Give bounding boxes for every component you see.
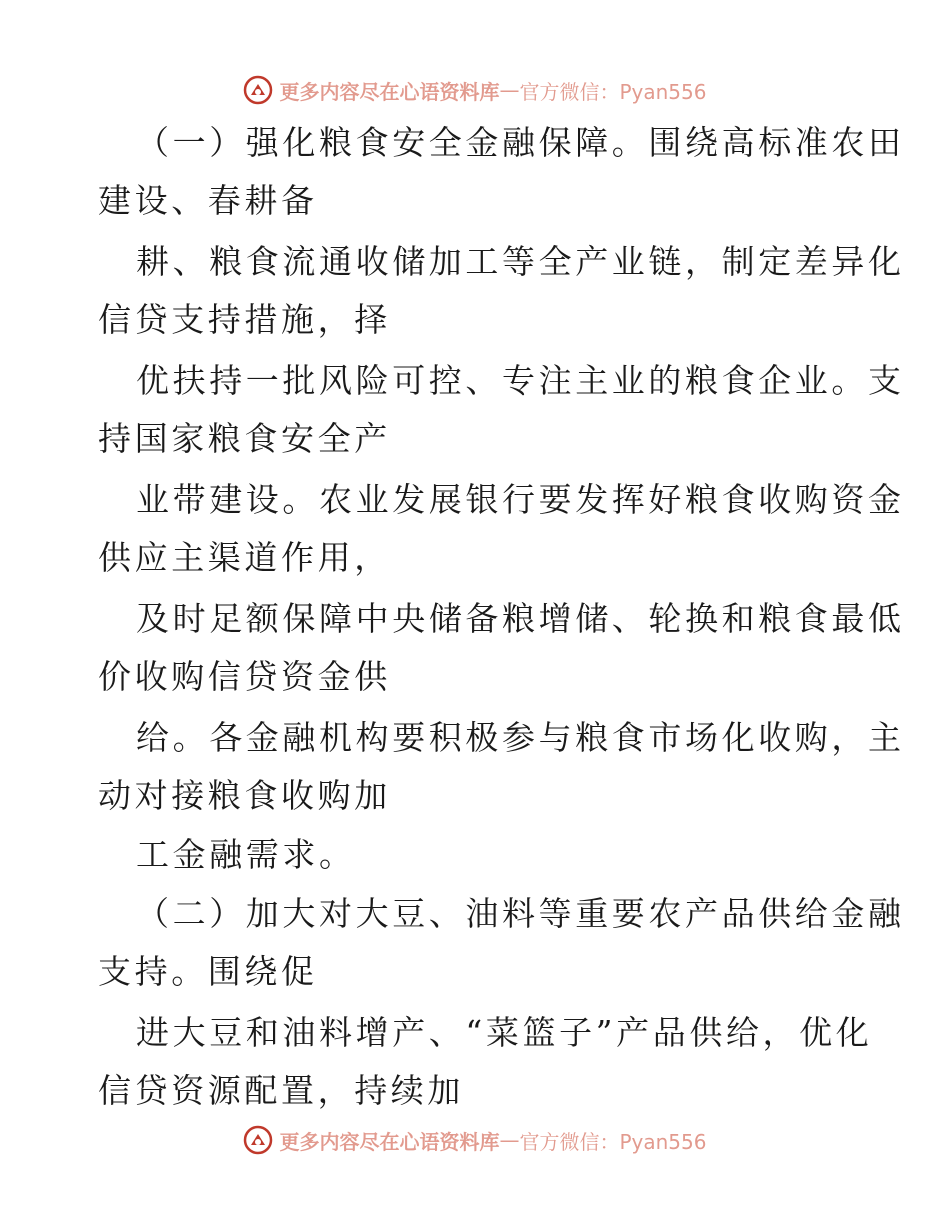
text-line: 工金融需求。 bbox=[136, 835, 356, 874]
watermark-contact: 官方微信：Pyan556 bbox=[519, 1129, 707, 1154]
text-line: 给。各金融机构要积极参与粮食市场化收购，主 bbox=[136, 718, 905, 757]
text-line: 支持。围绕促 bbox=[98, 952, 318, 991]
text-line: 进大豆和油料增产、“菜篮子”产品供给，优化 bbox=[136, 1013, 873, 1052]
watermark-text: 更多内容尽在心语资料库 bbox=[279, 79, 500, 104]
watermark-dash: — bbox=[499, 1128, 520, 1152]
text-line: （一）强化粮食安全金融保障。围绕高标准农田 bbox=[136, 123, 905, 162]
seal-logo-icon bbox=[243, 1125, 273, 1155]
seal-logo-icon bbox=[243, 75, 273, 105]
text-line: 持国家粮食安全产 bbox=[98, 419, 391, 458]
footer-watermark bbox=[0, 1120, 950, 1160]
watermark-contact: 官方微信：Pyan556 bbox=[519, 79, 707, 104]
text-line: 及时足额保障中央储备粮增储、轮换和粮食最低 bbox=[136, 599, 905, 638]
text-line: （二）加大对大豆、油料等重要农产品供给金融 bbox=[136, 894, 905, 933]
watermark-dash: — bbox=[499, 78, 520, 102]
text-line: 供应主渠道作用， bbox=[98, 538, 391, 577]
text-line: 耕、粮食流通收储加工等全产业链，制定差异化 bbox=[136, 242, 905, 281]
text-line: 信贷支持措施，择 bbox=[98, 300, 391, 339]
watermark-text: 更多内容尽在心语资料库 bbox=[279, 1129, 500, 1154]
text-line: 动对接粮食收购加 bbox=[98, 776, 391, 815]
text-line: 优扶持一批风险可控、专注主业的粮食企业。支 bbox=[136, 361, 905, 400]
header-watermark bbox=[0, 70, 950, 110]
text-line: 建设、春耕备 bbox=[98, 181, 318, 220]
text-line: 信贷资源配置，持续加 bbox=[98, 1071, 464, 1110]
text-line: 价收购信贷资金供 bbox=[98, 657, 391, 696]
text-line: 业带建设。农业发展银行要发挥好粮食收购资金 bbox=[136, 480, 905, 519]
